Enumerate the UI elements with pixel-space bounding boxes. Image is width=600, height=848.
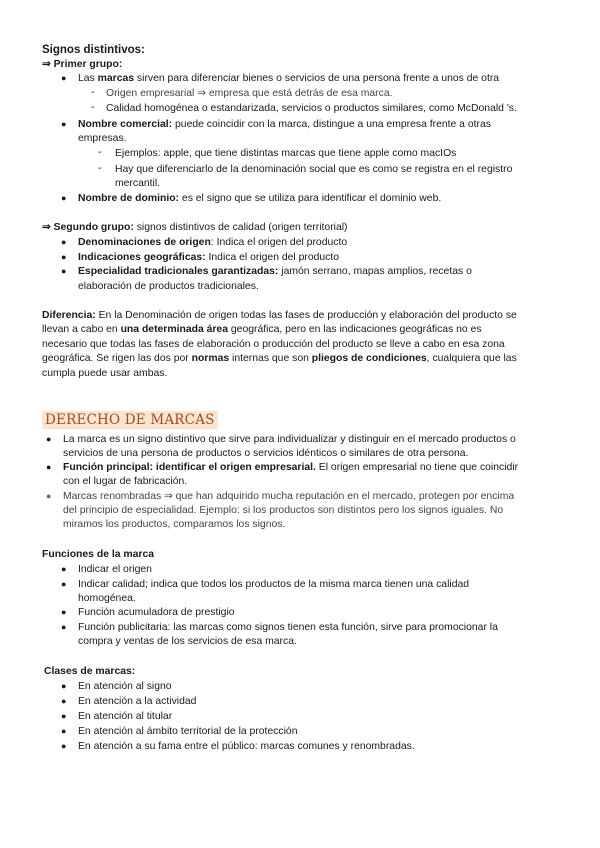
section-title-derecho-de-marcas: DERECHO DE MARCAS [42, 411, 218, 429]
dominio-item: Nombre de dominio: es el signo que se utiliza para identificar el dominio web. [78, 193, 442, 204]
bullet-icon: ● [61, 266, 67, 276]
diferencia-line-3: necesario que todas las fases de elaboración o producción del producto se lleve a cabo en esa zona [42, 339, 505, 350]
dash-icon: - [91, 87, 95, 98]
bullet-icon: ● [61, 741, 67, 751]
nombre-comercial-sub-diferenciar: Hay que diferenciarlo de la denominación social que es como se registra en el registro [115, 164, 513, 175]
diferencia-line-5: cumpla puede usar ambas. [42, 368, 168, 379]
bullet-icon: ● [61, 119, 67, 129]
bullet-icon: ● [61, 726, 67, 736]
bullet-icon: ● [61, 564, 67, 574]
segundo-item-indicaciones: Indicaciones geográficas: Indica el origen del producto [78, 252, 340, 263]
bullet-icon: ● [46, 491, 52, 501]
clases-item: En atención a la actividad [78, 696, 197, 707]
derecho-b2-line-2: con el lugar de fabricación. [63, 476, 188, 487]
derecho-b2-line-1: Función principal: identificar el origen empresarial. El origen empresarial no tiene que coincidir [63, 462, 519, 473]
bullet-icon: ● [61, 622, 67, 632]
funciones-item-publicitaria: Función publicitaria: las marcas como signos tienen esta función, sirve para promocionar la [78, 622, 498, 633]
funciones-item-calidad: Indicar calidad; indica que todos los productos de la misma marca tienen una calidad [78, 579, 470, 590]
bullet-icon: ● [61, 73, 67, 83]
derecho-b3-line-3: miramos los productos, comparamos los signos. [63, 519, 286, 530]
segundo-item-denominaciones: Denominaciones de origen: Indica el origen del producto [78, 237, 348, 248]
derecho-b3-line-1: Marcas renombradas ⇒ que han adquirido mucha reputación en el mercado, protegen por encima [63, 491, 515, 502]
derecho-b3-line-2: del principio de especialidad. Ejemplo: si los productos son distintos pero los signos iguales. No [63, 505, 504, 516]
marcas-sub-origen: Origen empresarial ⇒ empresa que está detrás de esa marca. [106, 88, 393, 99]
bullet-icon: ● [46, 462, 52, 472]
nombre-comercial-cont: empresas. [78, 133, 127, 144]
diferencia-line-4: geográfica. Se rigen las dos por normas internas que son pliegos de condiciones, cualquiera que las [42, 353, 517, 364]
bullet-icon: ● [61, 696, 67, 706]
derecho-b1-line-2: servicios de una persona de productos o servicios idénticos o similares de otra persona. [63, 448, 469, 459]
section-title-funciones: Funciones de la marca [42, 549, 155, 560]
bullet-icon: ● [61, 579, 67, 589]
funciones-item-publicitaria-cont: compra y ventas de los servicios de esa marca. [78, 636, 297, 647]
dash-icon: - [98, 163, 102, 174]
bullet-icon: ● [61, 252, 67, 262]
clases-item: En atención al ámbito territorial de la protección [78, 726, 298, 737]
clases-item: En atención al titular [78, 711, 173, 722]
bullet-icon: ● [61, 193, 67, 203]
section-title-signos: Signos distintivos: [42, 44, 145, 56]
funciones-item-origen: Indicar el origen [78, 564, 152, 575]
diferencia-line-2: llevan a cabo en una determinada área geográfica, pero en las indicaciones geográficas no es [42, 324, 482, 335]
funciones-item-prestigio: Función acumuladora de prestigio [78, 607, 235, 618]
nombre-comercial-item: Nombre comercial: puede coincidir con la marca, distingue a una empresa frente a otras [78, 119, 491, 130]
marcas-item: Las marcas sirven para diferenciar bienes o servicios de una persona frente a unos de otra [78, 73, 500, 84]
segundo-item-especialidad: Especialidad tradicionales garantizadas: jamón serrano, mapas amplios, recetas o [78, 266, 472, 277]
funciones-item-calidad-cont: homogénea. [78, 593, 136, 604]
bullet-icon: ● [61, 237, 67, 247]
clases-item: En atención al signo [78, 681, 172, 692]
clases-item: En atención a su fama entre el público: marcas comunes y renombradas. [78, 741, 415, 752]
bullet-icon: ● [61, 681, 67, 691]
derecho-b1-line-1: La marca es un signo distintivo que sirve para individualizar y distinguir en el mercado productos o [63, 434, 516, 445]
nombre-comercial-sub-cont: mercantil. [115, 178, 161, 189]
segundo-item-especialidad-cont: elaboración de productos tradicionales. [78, 281, 259, 292]
diferencia-line-1: Diferencia: En la Denominación de origen todas las fases de producción y elaboración del producto se [42, 310, 517, 321]
section-title-clases: Clases de marcas: [44, 666, 136, 677]
primer-grupo-label: ⇒ Primer grupo: [42, 59, 123, 70]
nombre-comercial-sub-ejemplos: Ejemplos: apple, que tiene distintas marcas que tiene apple como macIOs [115, 148, 457, 159]
bullet-icon: ● [46, 434, 52, 444]
marcas-sub-calidad: Calidad homogénea o estandarizada, servicios o productos similares, como McDonald 's. [106, 103, 517, 114]
dash-icon: - [91, 102, 95, 113]
bullet-icon: ● [61, 711, 67, 721]
bullet-icon: ● [61, 607, 67, 617]
segundo-grupo-label: ⇒ Segundo grupo: signos distintivos de calidad (origen territorial) [42, 222, 348, 233]
dash-icon: - [98, 147, 102, 158]
